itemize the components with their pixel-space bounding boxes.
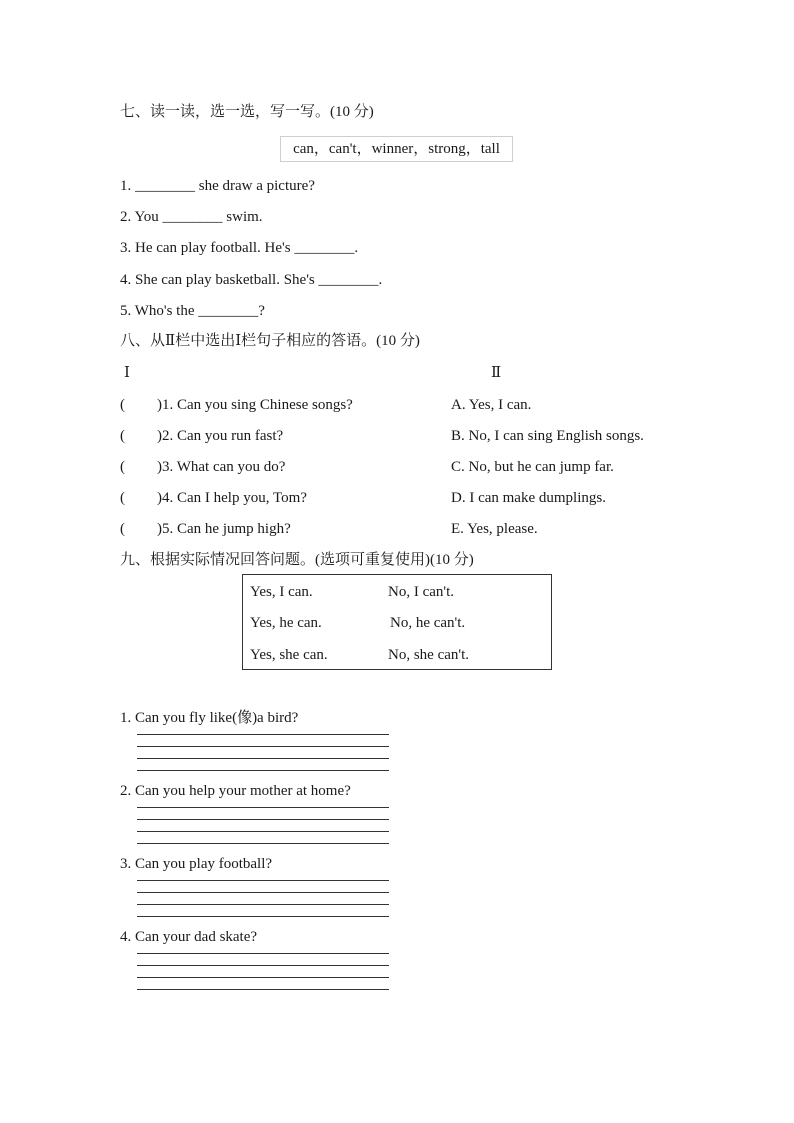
writing-line[interactable]	[137, 916, 389, 917]
section9-question-1: 1. Can you fly like(像)a bird?	[120, 710, 299, 726]
writing-line[interactable]	[137, 758, 389, 759]
writing-line[interactable]	[137, 843, 389, 844]
writing-line[interactable]	[137, 807, 389, 808]
writing-line[interactable]	[137, 880, 389, 881]
writing-line[interactable]	[137, 734, 389, 735]
section9-question-2: 2. Can you help your mother at home?	[120, 783, 351, 799]
section7-item-5: 5. Who's the ________?	[120, 303, 265, 319]
match-answer-a: A. Yes, I can.	[451, 397, 532, 413]
column-1-header: Ⅰ	[124, 365, 130, 381]
writing-line[interactable]	[137, 953, 389, 954]
writing-line[interactable]	[137, 819, 389, 820]
option-no-i-cant: No, I can't.	[388, 584, 455, 600]
writing-line[interactable]	[137, 746, 389, 747]
answer-paren: (	[120, 490, 125, 506]
section7-item-1: 1. ________ she draw a picture?	[120, 178, 315, 194]
section7-item-4: 4. She can play basketball. She's ________.	[120, 272, 383, 288]
section7-item-2: 2. You ________ swim.	[120, 209, 263, 225]
match-answer-d: D. I can make dumplings.	[451, 490, 606, 506]
writing-line[interactable]	[137, 892, 389, 893]
section8-title: 八、从Ⅱ栏中选出Ⅰ栏句子相应的答语。(10 分)	[120, 333, 420, 349]
answer-paren: (	[120, 521, 125, 537]
section7-item-3: 3. He can play football. He's ________.	[120, 240, 359, 256]
writing-line[interactable]	[137, 831, 389, 832]
section7-title: 七、读一读，选一选，写一写。(10 分)	[120, 104, 374, 120]
option-yes-i-can: Yes, I can.	[250, 584, 313, 600]
match-question-4: )4. Can I help you, Tom?	[157, 490, 307, 506]
option-yes-she-can: Yes, she can.	[250, 647, 328, 663]
column-2-header: Ⅱ	[491, 365, 502, 381]
answer-paren: (	[120, 397, 125, 413]
writing-line[interactable]	[137, 965, 389, 966]
writing-line[interactable]	[137, 977, 389, 978]
match-question-5: )5. Can he jump high?	[157, 521, 291, 537]
match-question-2: )2. Can you run fast?	[157, 428, 284, 444]
match-question-1: )1. Can you sing Chinese songs?	[157, 397, 353, 413]
match-answer-b: B. No, I can sing English songs.	[451, 428, 644, 444]
writing-line[interactable]	[137, 989, 389, 990]
match-answer-c: C. No, but he can jump far.	[451, 459, 614, 475]
section9-question-3: 3. Can you play football?	[120, 856, 273, 872]
match-answer-e: E. Yes, please.	[451, 521, 538, 537]
writing-line[interactable]	[137, 770, 389, 771]
answer-paren: (	[120, 459, 125, 475]
option-no-he-cant: No, he can't.	[390, 615, 466, 631]
option-yes-he-can: Yes, he can.	[250, 615, 322, 631]
writing-line[interactable]	[137, 904, 389, 905]
options-box	[242, 574, 552, 670]
answer-paren: (	[120, 428, 125, 444]
option-no-she-cant: No, she can't.	[388, 647, 470, 663]
match-question-3: )3. What can you do?	[157, 459, 286, 475]
section9-title: 九、根据实际情况回答问题。(选项可重复使用)(10 分)	[120, 552, 474, 568]
word-bank-box: can，can't，winner，strong，tall	[280, 136, 513, 162]
section9-question-4: 4. Can your dad skate?	[120, 929, 258, 945]
